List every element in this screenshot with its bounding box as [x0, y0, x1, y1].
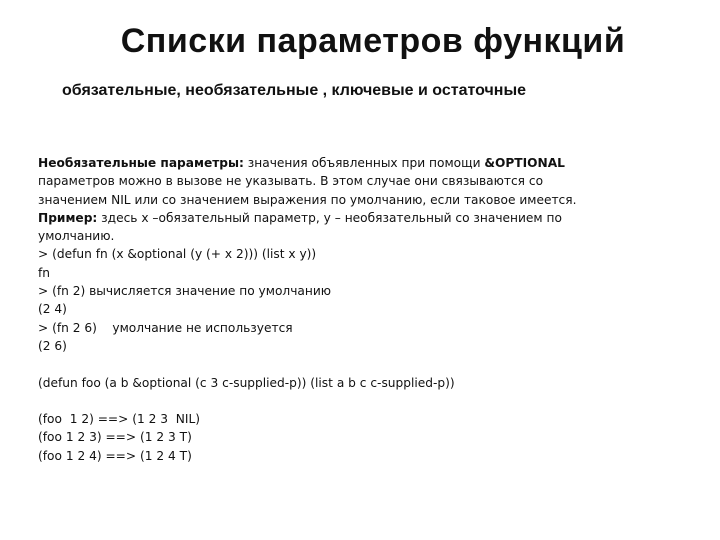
body-text: значения объявленных при помощи: [243, 156, 485, 170]
example-label: Пример:: [38, 210, 98, 225]
slide-subtitle: обязательные, необязательные , ключевые и остаточные: [62, 82, 526, 99]
body-line: умолчанию.: [38, 229, 115, 244]
code-line: > (fn 2 6) умолчание не используется: [38, 320, 293, 335]
slide-title: Списки параметров функций: [120, 22, 626, 60]
code-line: > (defun fn (x &optional (y (+ x 2))) (list x y)): [38, 247, 317, 262]
body-line: [38, 209, 638, 227]
keyword: &OPTIONAL: [484, 156, 565, 170]
term-label: Необязательные параметры:: [38, 156, 244, 170]
code-line: fn: [38, 265, 51, 280]
body-line: [38, 154, 638, 172]
code-line: (foo 1 2) ==> (1 2 3 NIL): [38, 412, 200, 427]
slide-body: [38, 154, 638, 465]
body-line: значением NIL или со значением выражения по умолчанию, если таковое имеется.: [38, 192, 577, 207]
body-text: здесь x –обязательный параметр, y – необязательный со значением по: [97, 210, 562, 225]
code-line: (foo 1 2 4) ==> (1 2 4 T): [38, 448, 192, 463]
code-line: (2 4): [38, 302, 67, 317]
body-line: параметров можно в вызове не указывать. В этом случае они связываются со: [38, 174, 544, 189]
code-line: > (fn 2) вычисляется значение по умолчанию: [38, 284, 332, 299]
spacer: [38, 355, 638, 373]
code-line: (foo 1 2 3) ==> (1 2 3 T): [38, 430, 192, 445]
spacer: [38, 392, 638, 410]
code-line: (defun foo (a b &optional (c 3 c-supplied-p)) (list a b c c-supplied-p)): [38, 375, 455, 390]
code-line: (2 6): [38, 338, 67, 353]
